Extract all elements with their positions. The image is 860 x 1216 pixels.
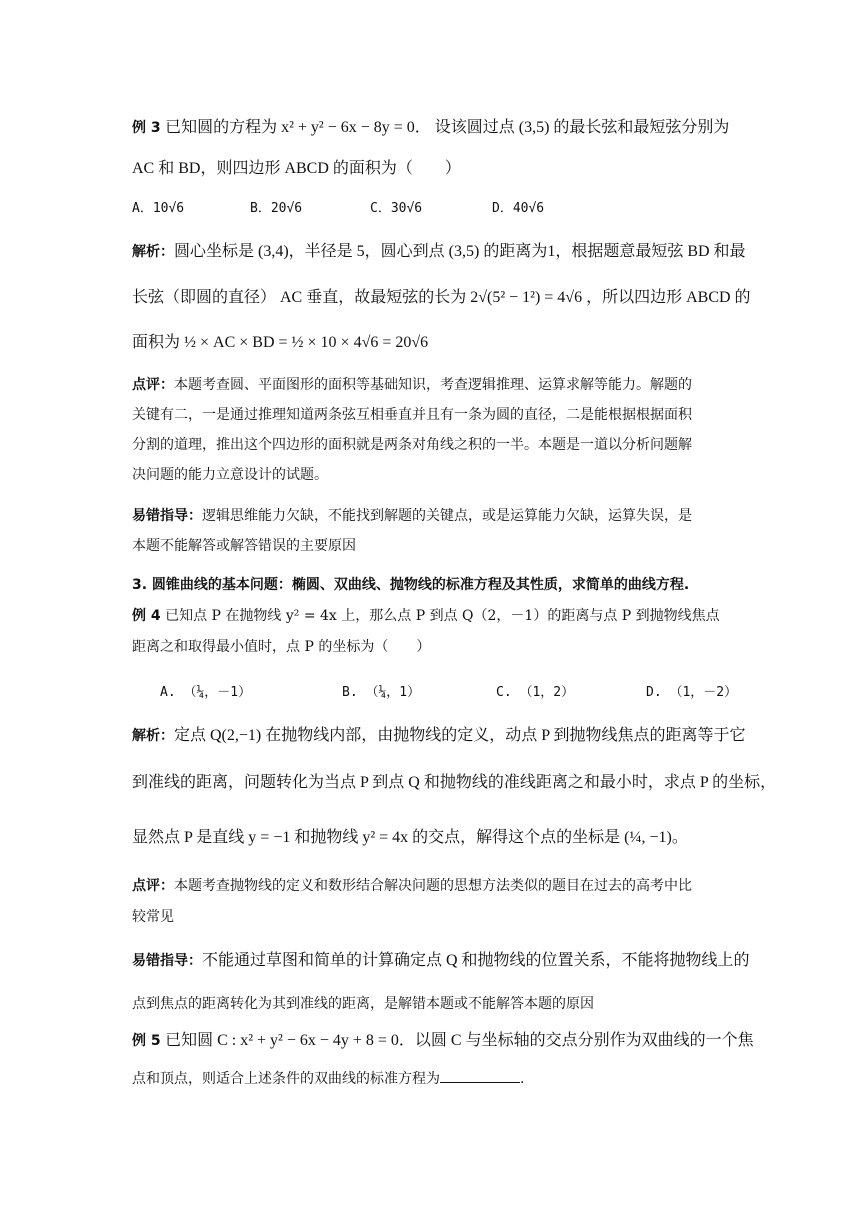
ex3-statement-1: 已知圆的方程为 x² + y² − 6x − 8y = 0． 设该圆过点 (3,5) 的最长弦和最短弦分别为 — [165, 119, 730, 136]
ex3-option-c: C．30√6 — [370, 201, 423, 216]
ex3-solution-text-3: 面积为 ½ × AC × BD = ½ × 10 × 4√6 = 20√6 — [132, 334, 429, 351]
ex3-line1 — [132, 118, 729, 138]
ex3-line2 — [132, 159, 461, 179]
section-3-heading: 3. 圆锥曲线的基本问题：椭圆、双曲线、抛物线的标准方程及其性质，求简单的曲线方程. — [132, 577, 690, 593]
ex4-error-line1 — [132, 951, 750, 971]
ex3-option-a: A．10√6 — [132, 201, 185, 216]
ex4-solution-label: 解析： — [132, 728, 174, 744]
ex4-error-text-2: 点到焦点的距离转化为其到准线的距离，是解错本题或不能解答本题的原因 — [132, 996, 594, 1012]
ex4-error-label: 易错指导： — [132, 953, 202, 969]
ex4-option-c: C. （1，2） — [496, 685, 575, 700]
ex3-option-b: B．20√6 — [250, 201, 303, 216]
ex3-comment-text-1: 本题考查圆、平面图形的面积等基础知识，考查逻辑推理、运算求解等能力。解题的 — [174, 377, 692, 393]
ex5-line1 — [132, 1031, 754, 1051]
ex4-solution-text-3: 显然点 P 是直线 y = −1 和抛物线 y² = 4x 的交点，解得这个点的坐标是 (¼, −1)。 — [132, 829, 688, 846]
ex3-error-line1 — [132, 506, 692, 526]
ex3-solution-label: 解析： — [132, 244, 174, 260]
ex5-statement-2: 点和顶点，则适合上述条件的双曲线的标准方程为 — [132, 1071, 440, 1087]
ex3-error-text-1: 逻辑思维能力欠缺，不能找到解题的关键点，或是运算能力欠缺，运算失误，是 — [202, 508, 692, 524]
ex3-comment-text-3: 分割的道理，推出这个四边形的面积就是两条对角线之积的一半。本题是一道以分析问题解 — [132, 437, 692, 453]
ex3-comment-text-2: 关键有二，一是通过推理知道两条弦互相垂直并且有一条为圆的直径，二是能根据根据面积 — [132, 407, 692, 423]
ex4-error-text-1: 不能通过草图和简单的计算确定点 Q 和抛物线的位置关系，不能将抛物线上的 — [202, 952, 750, 969]
ex4-comment-label: 点评： — [132, 878, 174, 894]
ex3-statement-2: AC 和 BD，则四边形 ABCD 的面积为（ ） — [132, 160, 461, 177]
ex3-solution-line1 — [132, 242, 746, 262]
ex3-option-d: D．40√6 — [492, 201, 545, 216]
ex5-statement-end: . — [520, 1071, 525, 1087]
ex5-statement-1: 已知圆 C : x² + y² − 6x − 4y + 8 = 0．以圆 C 与坐标轴的交点分别作为双曲线的一个焦 — [165, 1032, 754, 1049]
ex4-line1 — [132, 606, 720, 626]
ex3-solution-text-2: 长弦（即圆的直径） AC 垂直，故最短弦的长为 2√(5² − 1²) = 4√6 ，所以四边形 ABCD 的 — [132, 289, 751, 306]
ex5-label: 例 5 — [132, 1033, 161, 1049]
ex4-comment-text-2: 较常见 — [132, 909, 174, 925]
ex4-solution-line1 — [132, 726, 746, 746]
answer-blank[interactable] — [440, 1068, 520, 1083]
ex4-solution-text-1: 定点 Q(2,−1) 在抛物线内部，由抛物线的定义，动点 P 到抛物线焦点的距离等于它 — [174, 727, 746, 744]
ex4-comment-line1 — [132, 876, 692, 896]
ex4-solution-text-2: 到准线的距离，问题转化为当点 P 到点 Q 和抛物线的准线距离之和最小时，求点 P 的坐标， — [132, 774, 777, 791]
ex3-comment-label: 点评： — [132, 377, 174, 393]
ex5-line2 — [132, 1068, 524, 1089]
ex3-comment-text-4: 决问题的能力立意设计的试题。 — [132, 467, 328, 483]
ex3-comment-line1 — [132, 375, 692, 395]
ex4-option-b: B. （¼，1） — [342, 685, 421, 700]
ex4-option-d: D. （1，－2） — [646, 685, 738, 700]
ex3-error-text-2: 本题不能解答或解答错误的主要原因 — [132, 538, 356, 554]
ex3-error-label: 易错指导： — [132, 508, 202, 524]
ex4-statement-2: 距离之和取得最小值时，点 P 的坐标为（ ） — [132, 639, 431, 655]
ex4-statement-1: 已知点 P 在抛物线 y² = 4x 上，那么点 P 到点 Q（2，－1）的距离与点 P 到抛物线焦点 — [165, 608, 720, 624]
ex4-comment-text-1: 本题考查抛物线的定义和数形结合解决问题的思想方法类似的题目在过去的高考中比 — [174, 878, 692, 894]
ex4-option-a: A. （¼，－1） — [160, 685, 252, 700]
ex4-label: 例 4 — [132, 608, 161, 624]
ex3-label: 例 3 — [132, 120, 161, 136]
ex3-solution-text-1: 圆心坐标是 (3,4)，半径是 5，圆心到点 (3,5) 的距离为1，根据题意最短弦 BD 和最 — [174, 243, 746, 260]
